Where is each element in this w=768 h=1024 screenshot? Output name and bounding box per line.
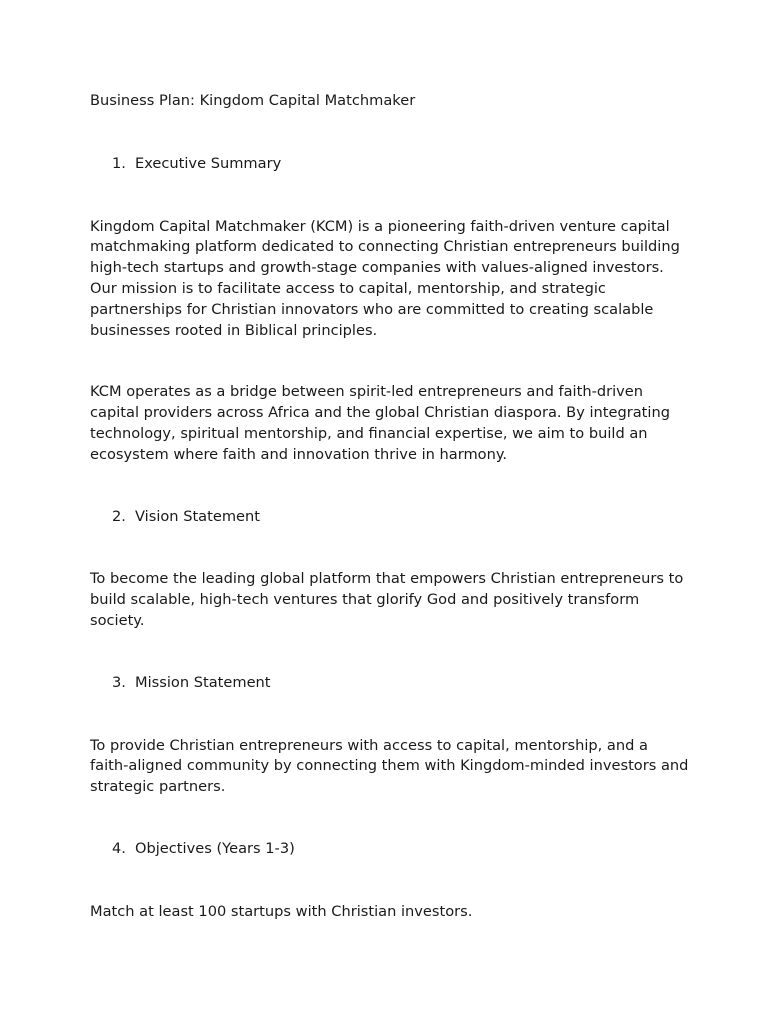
mission-statement-paragraph: To provide Christian entrepreneurs with access to capital, mentorship, and a faith-aligned community by connecting them with Kingdom-minded investors and strategic partners. [90,736,689,796]
section-heading-objectives [90,839,690,860]
section-heading-vision-statement [90,507,690,528]
executive-summary-paragraph-2: KCM operates as a bridge between spirit-led entrepreneurs and faith-driven capital providers across Africa and the global Christian diaspora. By integrating technology, spiritual mentorship, and financial expertise, we aim to build an ecosystem where faith and innovation thrive in harmony. [90,383,670,463]
executive-summary-paragraph-1: Kingdom Capital Matchmaker (KCM) is a pioneering faith-driven venture capital matchmaking platform dedicated to connecting Christian entrepreneurs building high-tech startups and growth-stage companies with values-aligned investors. Our mission is to facilitate access to capital, mentorship, and strategic partnerships for Christian innovators who are committed to creating scalable businesses rooted in Biblical principles. [90,217,680,339]
vision-statement-paragraph: To become the leading global platform that empowers Christian entrepreneurs to build scalable, high-tech ventures that glorify God and positively transform society. [90,570,684,629]
section-number: 4. [112,839,126,857]
section-heading-executive-summary [90,154,690,175]
document-title: Business Plan: Kingdom Capital Matchmaker [90,92,416,109]
section-number: 3. [112,673,126,691]
section-heading-text: Vision Statement [135,507,260,525]
objectives-paragraph: Match at least 100 startups with Christian investors. [90,902,473,920]
section-heading-text: Executive Summary [135,154,282,172]
section-heading-text: Mission Statement [135,673,271,691]
section-number: 1. [112,154,126,172]
section-number: 2. [112,507,126,525]
document-page [90,91,690,923]
section-heading-mission-statement [90,673,690,694]
section-heading-text: Objectives (Years 1-3) [135,839,295,857]
